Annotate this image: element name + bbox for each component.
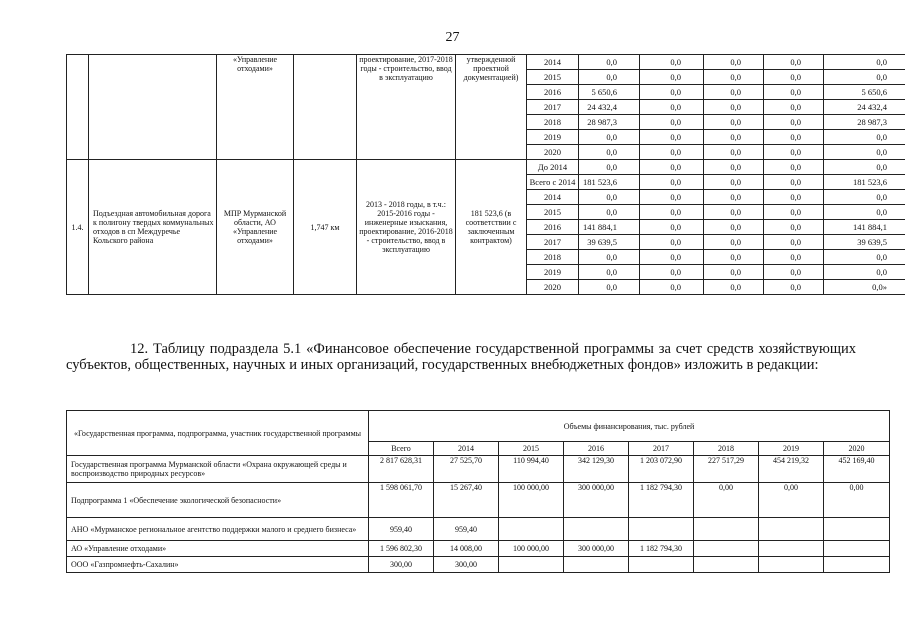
value-cell: 0,0 (640, 115, 704, 130)
value-cell: 0,0 (764, 145, 824, 160)
value-cell: 0,0 (640, 55, 704, 70)
value-cell: 0,0 (579, 55, 640, 70)
value-cell: 0,0 (764, 190, 824, 205)
value-cell: 181 523,6 (579, 175, 640, 190)
value-cell: 300,00 (434, 557, 499, 573)
value-cell (629, 557, 694, 573)
value-cell: 0,0 (824, 70, 905, 85)
value-cell (629, 518, 694, 541)
financing-table (66, 410, 890, 573)
year-cell: 2017 (527, 235, 579, 250)
value-cell: 0,0 (579, 250, 640, 265)
header-right-cell: Объемы финансирования, тыс. рублей (369, 411, 890, 442)
value-cell (824, 557, 890, 573)
value-cell: 0,00 (694, 483, 759, 518)
row-label: АНО «Мурманское региональное агентство поддержки малого и среднего бизнеса» (67, 518, 369, 541)
value-cell (499, 557, 564, 573)
value-cell: 0,0 (704, 265, 764, 280)
value-cell: 0,0 (579, 145, 640, 160)
column-header: 2020 (824, 442, 890, 456)
value-cell: 27 525,70 (434, 456, 499, 483)
value-cell: 14 008,00 (434, 541, 499, 557)
value-cell: 0,0 (579, 70, 640, 85)
year-cell: 2019 (527, 130, 579, 145)
object-name-cell (89, 55, 217, 160)
value-cell: 0,0 (764, 250, 824, 265)
value-cell: 0,0 (704, 250, 764, 265)
value-cell: 0,0 (824, 205, 905, 220)
cost-cell: утвержденной проектной документацией) (456, 55, 527, 160)
row-label: ООО «Газпромнефть-Сахалин» (67, 557, 369, 573)
capacity-cell (294, 55, 357, 160)
value-cell: 24 432,4 (824, 100, 905, 115)
value-cell: 959,40 (369, 518, 434, 541)
column-header: 2015 (499, 442, 564, 456)
value-cell: 0,0 (764, 205, 824, 220)
value-cell: 15 267,40 (434, 483, 499, 518)
column-header: 2017 (629, 442, 694, 456)
value-cell (564, 557, 629, 573)
column-header: 2014 (434, 442, 499, 456)
value-cell: 0,0 (704, 70, 764, 85)
cost-cell: 181 523,6 (в соответствии с заключенным контрактом) (456, 160, 527, 295)
value-cell: 0,0 (579, 205, 640, 220)
value-cell: 0,0 (704, 145, 764, 160)
value-cell: 0,0 (640, 235, 704, 250)
value-cell: 0,0 (764, 55, 824, 70)
year-cell: Всего с 2014 (527, 175, 579, 190)
value-cell: 0,0 (704, 115, 764, 130)
value-cell: 141 884,1 (824, 220, 905, 235)
year-cell: 2020 (527, 145, 579, 160)
value-cell: 0,0 (704, 235, 764, 250)
table-row (67, 160, 905, 175)
value-cell: 0,0 (824, 250, 905, 265)
value-cell: 0,0 (764, 160, 824, 175)
year-cell: 2015 (527, 205, 579, 220)
column-header: 2016 (564, 442, 629, 456)
value-cell: 1 596 802,30 (369, 541, 434, 557)
value-cell (694, 557, 759, 573)
value-cell: 342 129,30 (564, 456, 629, 483)
value-cell: 1 182 794,30 (629, 483, 694, 518)
value-cell: 0,0 (640, 70, 704, 85)
column-header: 2018 (694, 442, 759, 456)
value-cell (759, 557, 824, 573)
value-cell: 24 432,4 (579, 100, 640, 115)
year-cell: До 2014 (527, 160, 579, 175)
value-cell: 39 639,5 (579, 235, 640, 250)
year-cell: 2016 (527, 220, 579, 235)
value-cell: 0,0 (704, 205, 764, 220)
value-cell: 0,0 (704, 100, 764, 115)
year-cell: 2018 (527, 115, 579, 130)
value-cell: 0,0 (704, 85, 764, 100)
value-cell: 100 000,00 (499, 483, 564, 518)
executor-cell: МПР Мурманской области, АО «Управление отходами» (217, 160, 294, 295)
value-cell: 0,0» (824, 280, 905, 295)
value-cell: 0,0 (579, 160, 640, 175)
value-cell: 454 219,32 (759, 456, 824, 483)
value-cell (694, 541, 759, 557)
terms-cell: проектирование, 2017-2018 годы - строительство, ввод в эксплуатацию (357, 55, 456, 160)
year-cell: 2015 (527, 70, 579, 85)
year-cell: 2018 (527, 250, 579, 265)
value-cell: 0,0 (824, 130, 905, 145)
value-cell: 0,0 (640, 190, 704, 205)
value-cell: 39 639,5 (824, 235, 905, 250)
value-cell: 0,0 (704, 220, 764, 235)
column-header: Всего (369, 442, 434, 456)
value-cell: 100 000,00 (499, 541, 564, 557)
value-cell: 0,0 (764, 265, 824, 280)
value-cell: 28 987,3 (579, 115, 640, 130)
value-cell: 0,0 (640, 85, 704, 100)
value-cell: 0,0 (764, 115, 824, 130)
row-number-cell: 1.4. (67, 160, 89, 295)
value-cell: 227 517,29 (694, 456, 759, 483)
value-cell: 0,0 (640, 205, 704, 220)
value-cell: 28 987,3 (824, 115, 905, 130)
value-cell: 0,0 (704, 55, 764, 70)
page-number: 27 (445, 30, 460, 45)
value-cell: 0,0 (640, 160, 704, 175)
value-cell: 0,0 (579, 265, 640, 280)
value-cell: 0,00 (759, 483, 824, 518)
value-cell (759, 518, 824, 541)
table-row (67, 456, 890, 483)
value-cell: 0,0 (640, 220, 704, 235)
row-label: Подпрограмма 1 «Обеспечение экологической безопасности» (67, 483, 369, 518)
value-cell (824, 541, 890, 557)
value-cell: 1 182 794,30 (629, 541, 694, 557)
header-left-cell: «Государственная программа, подпрограмма, участник государственной программы (67, 411, 369, 456)
value-cell: 110 994,40 (499, 456, 564, 483)
year-cell: 2014 (527, 190, 579, 205)
program-activities-table (66, 54, 905, 295)
value-cell: 0,0 (704, 280, 764, 295)
object-name-cell: Подъездная автомобильная дорога к полигону твердых коммунальных отходов в сп Междуречье Кольского района (89, 160, 217, 295)
value-cell: 0,0 (640, 250, 704, 265)
value-cell: 0,0 (764, 130, 824, 145)
row-label: АО «Управление отходами» (67, 541, 369, 557)
table-row (67, 518, 890, 541)
row-label: Государственная программа Мурманской области «Охрана окружающей среды и воспроизводство природных ресурсов» (67, 456, 369, 483)
value-cell: 0,0 (824, 55, 905, 70)
table-row (67, 55, 905, 70)
column-header: 2019 (759, 442, 824, 456)
value-cell (499, 518, 564, 541)
value-cell: 0,0 (764, 235, 824, 250)
value-cell: 0,0 (640, 145, 704, 160)
value-cell: 0,0 (640, 265, 704, 280)
value-cell: 300 000,00 (564, 483, 629, 518)
value-cell: 0,0 (640, 100, 704, 115)
value-cell: 0,0 (764, 100, 824, 115)
value-cell (824, 518, 890, 541)
value-cell: 0,0 (640, 175, 704, 190)
terms-cell: 2013 - 2018 годы, в т.ч.: 2015-2016 годы - инженерные изыскания, проектирование, 2016-2018 - строительство, ввод в эксплуатацию (357, 160, 456, 295)
value-cell: 181 523,6 (824, 175, 905, 190)
year-cell: 2020 (527, 280, 579, 295)
value-cell: 0,0 (704, 175, 764, 190)
value-cell: 0,0 (704, 190, 764, 205)
value-cell: 300 000,00 (564, 541, 629, 557)
year-cell: 2019 (527, 265, 579, 280)
value-cell: 0,0 (704, 160, 764, 175)
value-cell (694, 518, 759, 541)
executor-cell: «Управление отходами» (217, 55, 294, 160)
value-cell: 5 650,6 (579, 85, 640, 100)
value-cell: 0,00 (824, 483, 890, 518)
year-cell: 2016 (527, 85, 579, 100)
value-cell: 1 203 072,90 (629, 456, 694, 483)
capacity-cell: 1,747 км (294, 160, 357, 295)
value-cell: 0,0 (704, 130, 764, 145)
value-cell: 0,0 (579, 190, 640, 205)
value-cell: 0,0 (579, 130, 640, 145)
value-cell: 0,0 (764, 175, 824, 190)
value-cell: 2 817 628,31 (369, 456, 434, 483)
value-cell: 0,0 (824, 160, 905, 175)
value-cell: 0,0 (824, 265, 905, 280)
value-cell: 0,0 (640, 130, 704, 145)
value-cell: 0,0 (640, 280, 704, 295)
value-cell: 300,00 (369, 557, 434, 573)
header-row (67, 411, 890, 442)
table-row (67, 557, 890, 573)
value-cell: 0,0 (764, 70, 824, 85)
value-cell (759, 541, 824, 557)
value-cell: 0,0 (824, 145, 905, 160)
amendment-paragraph: 12. Таблицу подраздела 5.1 «Финансовое обеспечение государственной программы за счет средств хозяйствующих субъектов, общественных, научных и иных организаций, государственных внебюджетных фондов» изложить в редакции: (66, 341, 856, 373)
year-cell: 2017 (527, 100, 579, 115)
value-cell: 0,0 (824, 190, 905, 205)
value-cell: 141 884,1 (579, 220, 640, 235)
value-cell: 5 650,6 (824, 85, 905, 100)
value-cell: 0,0 (579, 280, 640, 295)
value-cell: 0,0 (764, 280, 824, 295)
value-cell: 1 598 061,70 (369, 483, 434, 518)
value-cell: 959,40 (434, 518, 499, 541)
table-row (67, 541, 890, 557)
value-cell: 0,0 (764, 85, 824, 100)
value-cell: 452 169,40 (824, 456, 890, 483)
value-cell (564, 518, 629, 541)
table-row (67, 483, 890, 518)
row-number-cell (67, 55, 89, 160)
value-cell: 0,0 (764, 220, 824, 235)
year-cell: 2014 (527, 55, 579, 70)
